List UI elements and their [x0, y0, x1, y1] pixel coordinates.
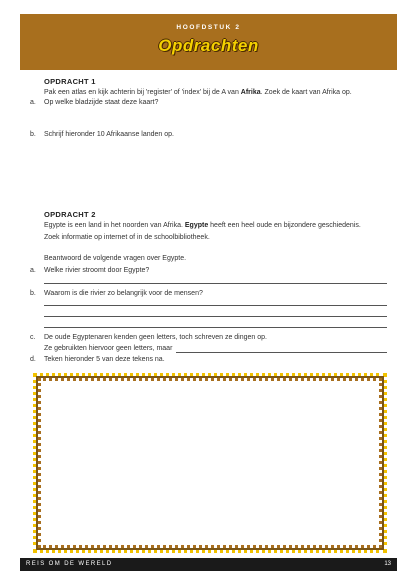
- intro-text: Pak een atlas en kijk achterin bij 'register' of 'index' bij de A van: [44, 89, 241, 96]
- opdracht1-intro: [44, 88, 352, 97]
- opdracht2-intro2: Zoek informatie op internet of in de schoolbibliotheek.: [44, 234, 210, 241]
- question-label-a: a.: [30, 99, 36, 106]
- question-a-text: Op welke bladzijde staat deze kaart?: [44, 99, 159, 106]
- drawing-frame-inner: [38, 378, 382, 548]
- question-c-continuation: Ze gebruikten hiervoor geen letters, maar: [44, 345, 173, 352]
- answer-line[interactable]: [176, 352, 387, 353]
- question-b-text: Schrijf hieronder 10 Afrikaanse landen op.: [44, 131, 174, 138]
- intro-text-end: . Zoek de kaart van Afrika op.: [260, 89, 352, 96]
- intro-bold: Afrika: [240, 89, 261, 96]
- intro-text: Egypte is een land in het noorden van Afrika.: [44, 222, 185, 229]
- intro-bold: Egypte: [184, 222, 209, 229]
- opdracht2-intro1: [44, 221, 361, 230]
- answer-line[interactable]: [44, 283, 387, 284]
- question-label-b: b.: [30, 290, 36, 297]
- chapter-label: HOOFDSTUK 2: [176, 24, 241, 31]
- question-label-c: c.: [30, 334, 36, 341]
- intro-text-end: heeft een heel oude en bijzondere geschiedenis.: [208, 222, 361, 229]
- answer-line[interactable]: [44, 327, 387, 328]
- chapter-header: [20, 14, 397, 70]
- question-label-a: a.: [30, 267, 36, 274]
- answer-line[interactable]: [44, 316, 387, 317]
- question-label-b: b.: [30, 131, 36, 138]
- question-a-text: Welke rivier stroomt door Egypte?: [44, 267, 150, 274]
- section-title: Opdrachten: [158, 36, 259, 55]
- book-title: REIS OM DE WERELD: [26, 561, 113, 567]
- question-b-text: Waarom is die rivier zo belangrijk voor de mensen?: [44, 290, 203, 297]
- question-d-text: Teken hieronder 5 van deze tekens na.: [44, 356, 165, 363]
- opdracht2-heading: OPDRACHT 2: [44, 210, 96, 219]
- opdracht2-instruction: Beantwoord de volgende vragen over Egypte.: [44, 255, 187, 262]
- drawing-frame[interactable]: [33, 373, 387, 553]
- answer-line[interactable]: [44, 305, 387, 306]
- page-footer: [20, 558, 397, 571]
- opdracht1-heading: OPDRACHT 1: [44, 77, 96, 86]
- question-c-text: De oude Egyptenaren kenden geen letters, toch schreven ze dingen op.: [44, 334, 267, 341]
- page-number: 13: [384, 561, 391, 567]
- question-label-d: d.: [30, 356, 36, 363]
